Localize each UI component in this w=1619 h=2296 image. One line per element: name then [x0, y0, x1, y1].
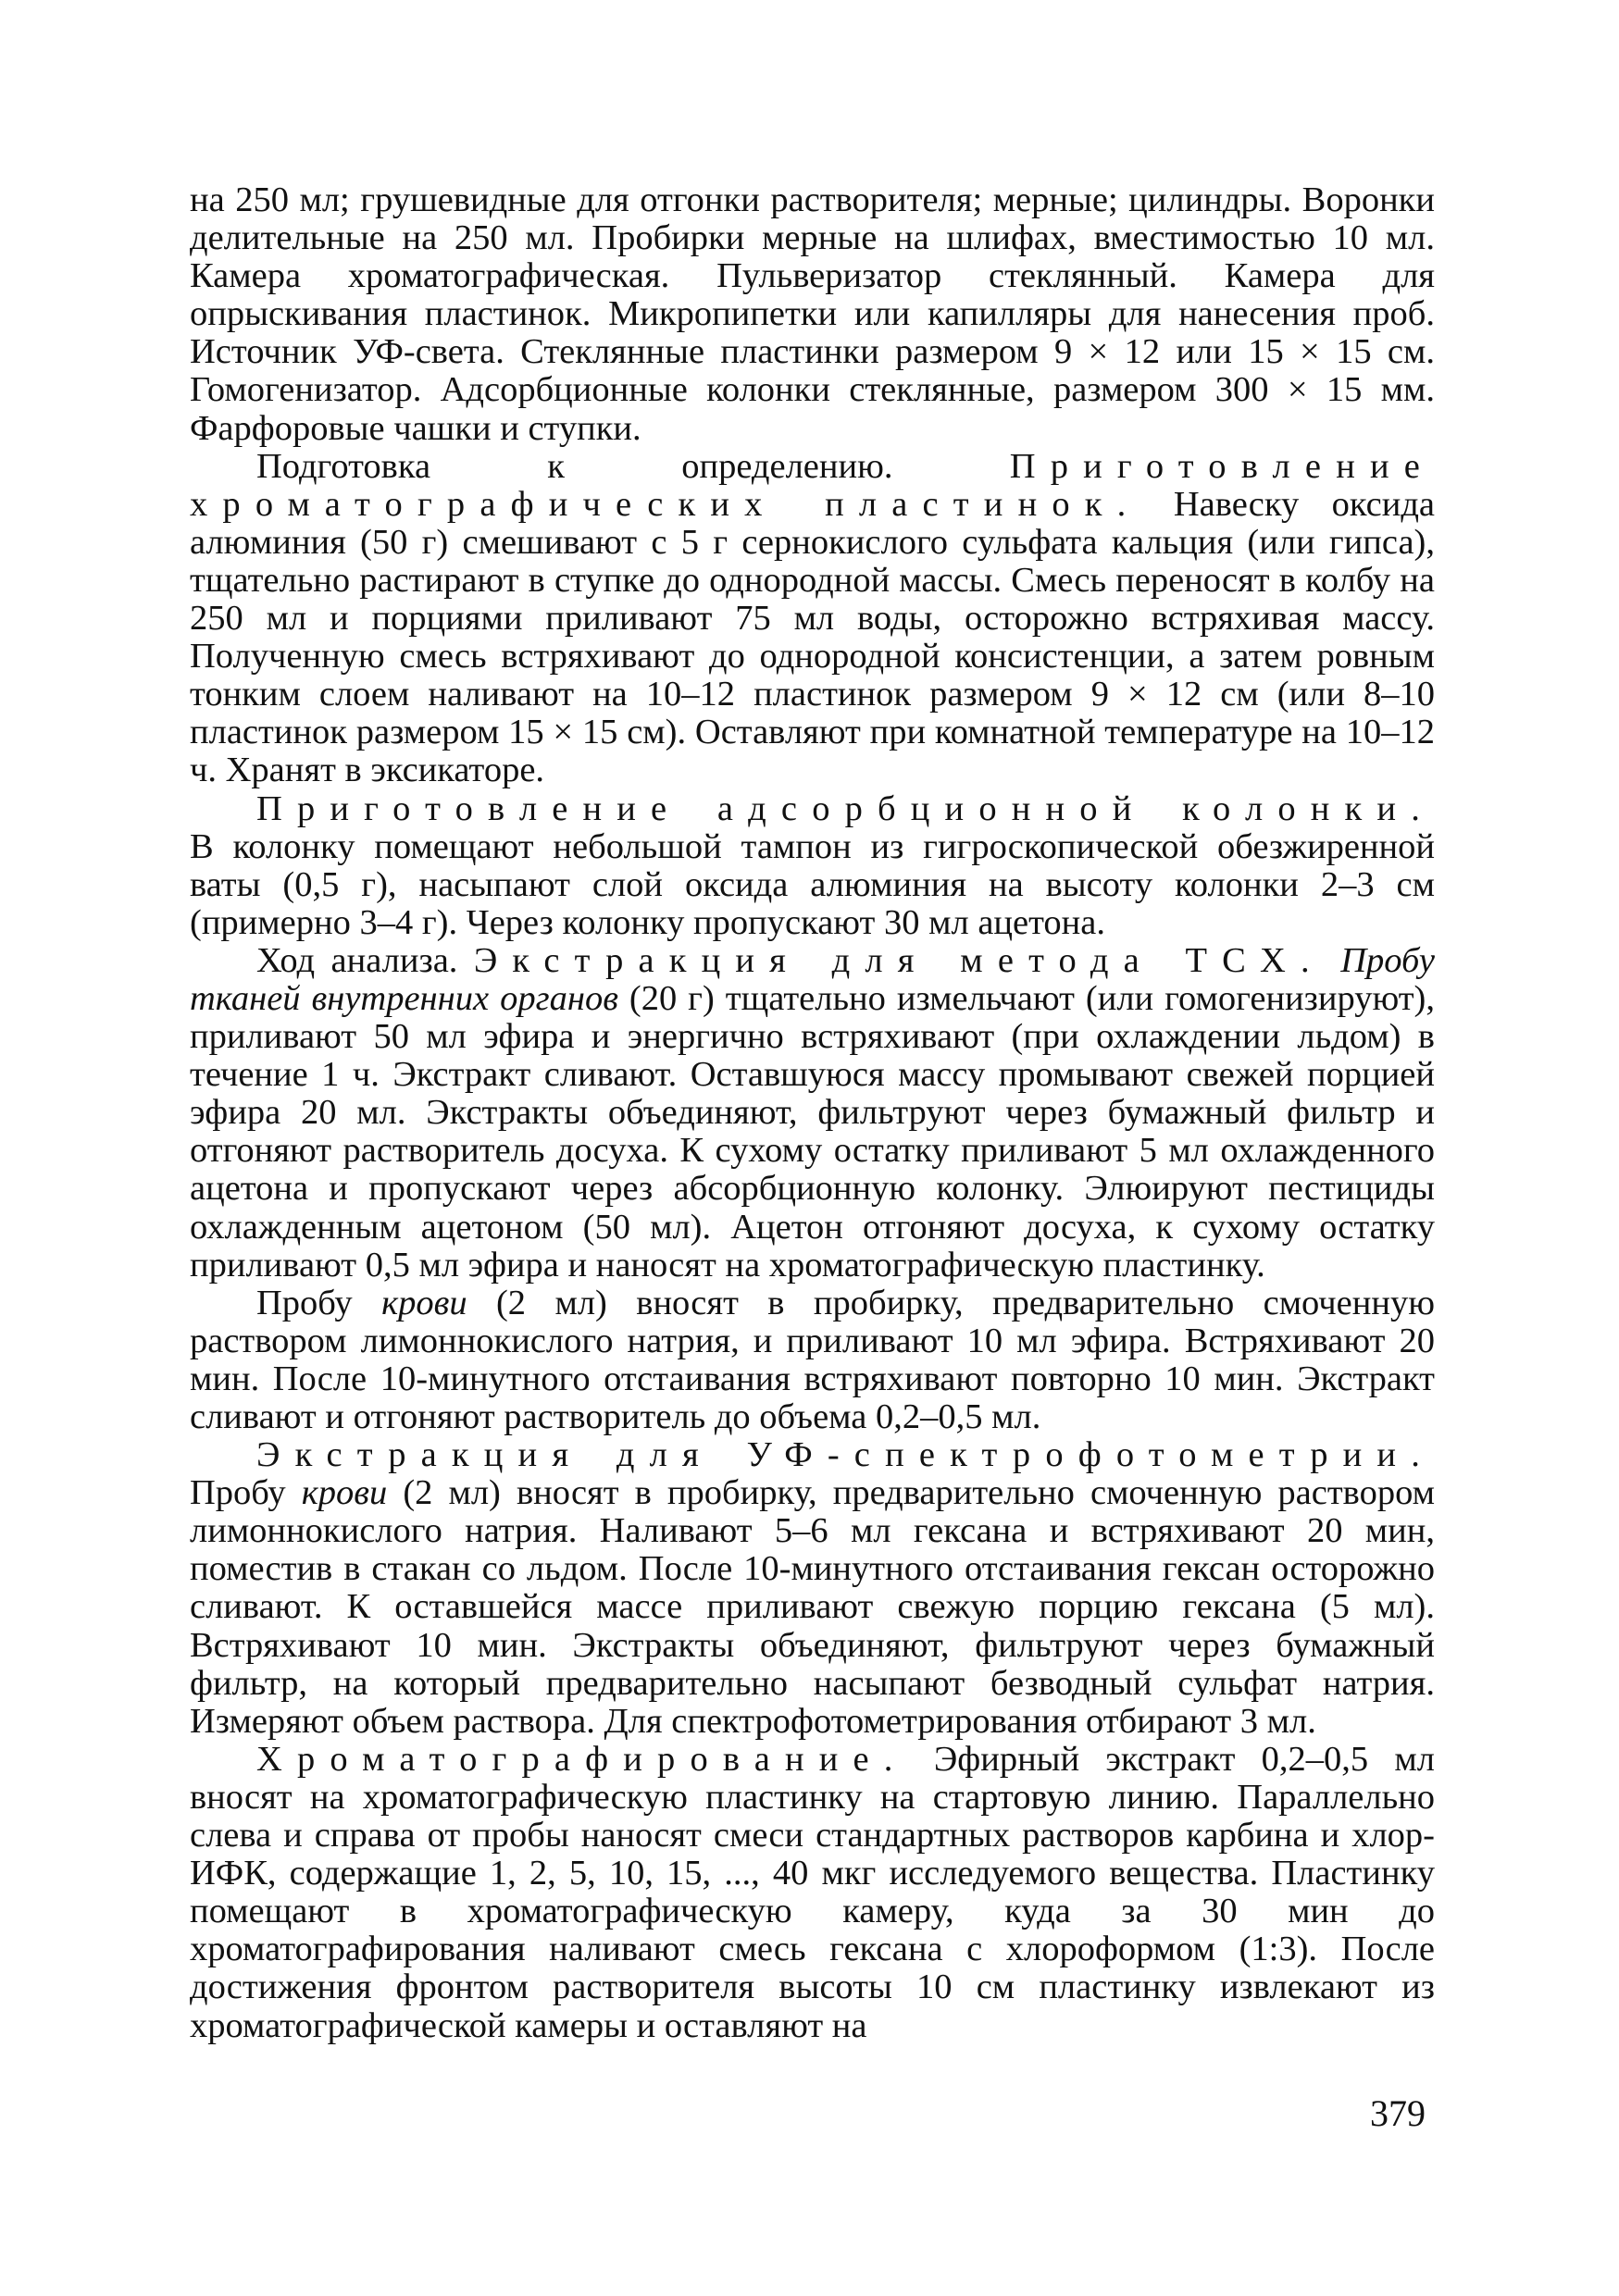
text-run: Ход анализа.: [256, 940, 474, 980]
text-run: Пробу: [256, 1283, 382, 1322]
paragraph-p1: [190, 181, 1435, 448]
text-run: (20 г) тщательно измельчают (или гомогенизируют), приливают 50 мл эфира и энергично встряхивают (при охлаждении льдом) в течение 1 ч. Экстракт сливают. Оставшуюся массу промывают свежей порцией эфира 20 мл. Экстракты объединяют, фильтруют через бумажный фильтр и отгоняют растворитель досуха. К сухому остатку приливают 5 мл охлажденного ацетона и пропускают через абсорбционную колонку. Элюируют пестициды охлажденным ацетоном (50 мл). Ацетон отгоняют досуха, к сухому остатку приливают 0,5 мл эфира и наносят на хроматографическую пластинку.: [190, 978, 1435, 1285]
text-run: (2 мл) вносят в пробирку, предварительно смоченную раствором лимоннокислого натрия. Наливают 5–6 мл гексана и встряхивают 20 мин, поместив в стакан со льдом. После 10-минутного отстаивания гексан осторожно сливают. К оставшейся массе приливают свежую порцию гексана (5 мл). Встряхивают 10 мин. Экстракты объединяют, фильтруют через бумажный фильтр, на который предварительно насыпают безводный сульфат натрия. Измеряют объем раствора. Для спектрофотометрирования отбирают 3 мл.: [190, 1473, 1435, 1741]
paragraph-p2: [190, 448, 1435, 790]
italic-term: Пробу тканей внутренних органов: [190, 940, 1435, 1018]
text-run: В колонку помещают небольшой тампон из гигроскопической обезжиренной ваты (0,5 г), насыпают слой оксида алюминия на высоту колонки 2–3 см (примерно 3–4 г). Через колонку пропускают 30 мл ацетона.: [190, 826, 1435, 942]
text-run: [1325, 941, 1340, 980]
spaced-heading: Приготовление хроматографических пластинок.: [190, 446, 1435, 524]
italic-term: крови: [381, 1283, 467, 1322]
spaced-heading: Хроматографирование.: [256, 1739, 908, 1779]
spaced-heading: Экстракция для метода ТСХ.: [473, 940, 1325, 980]
paragraph-p5: [190, 1285, 1435, 1436]
text-run: Пробу: [190, 1473, 302, 1513]
paragraph-p6: [190, 1436, 1435, 1741]
text-run: Навеску оксида алюминия (50 г) смешивают с 5 г сернокислого сульфата кальция (или гипса), тщательно растирают в ступке до однородной массы. Смесь переносят в колбу на 250 мл и порциями приливают 75 мл воды, осторожно встряхивая массу. Полученную смесь встряхивают до однородной консистенции, а затем ровным тонким слоем наливают на 10–12 пластинок размером 9 × 12 см (или 8–10 пластинок размером 15 × 15 см). Оставляют при комнатной температуре на 10–12 ч. Хранят в эксикаторе.: [190, 484, 1435, 790]
text-run: (2 мл) вносят в пробирку, предварительно смоченную раствором лимоннокислого натрия, и приливают 10 мл эфира. Встряхивают 20 мин. После 10-минутного отстаивания встряхивают повторно 10 мин. Экстракт сливают и отгоняют растворитель до объема 0,2–0,5 мл.: [190, 1283, 1435, 1436]
text-run: на 250 мл; грушевидные для отгонки растворителя; мерные; цилиндры. Воронки делительные на 250 мл. Пробирки мерные на шлифах, вместимостью 10 мл. Камера хроматографическая. Пульверизатор стеклянный. Камера для опрыскивания пластинок. Микропипетки или капилляры для нанесения проб. Источник УФ-света. Стеклянные пластинки размером 9 × 12 или 15 × 15 см. Гомогенизатор. Адсорбционные колонки стеклянные, размером 300 × 15 мм. Фарфоровые чашки и ступки.: [190, 180, 1435, 448]
body-text: [190, 181, 1435, 2045]
paragraph-p7: [190, 1741, 1435, 2045]
paragraph-p3: [190, 790, 1435, 942]
italic-term: крови: [301, 1473, 388, 1513]
spaced-heading: Экстракция для УФ-спектрофотометрии.: [256, 1435, 1435, 1475]
page-number: 379: [1370, 2092, 1426, 2134]
text-run: Эфирный экстракт 0,2–0,5 мл вносят на хроматографическую пластинку на стартовую линию. Параллельно слева и справа от пробы наносят смеси стандартных растворов карбина и хлор-ИФК, содержащие 1, 2, 5, 10, 15, ..., 40 мкг исследуемого вещества. Пластинку помещают в хроматографическую камеру, куда за 30 мин до хроматографирования наливают смесь гексана с хлороформом (1:3). После достижения фронтом растворителя высоты 10 см пластинку извлекают из хроматографической камеры и оставляют на: [190, 1739, 1435, 2045]
spaced-heading: Приготовление адсорбционной колонки.: [256, 788, 1435, 828]
text-run: Подготовка к определению.: [256, 446, 1010, 486]
paragraph-p4: [190, 942, 1435, 1285]
